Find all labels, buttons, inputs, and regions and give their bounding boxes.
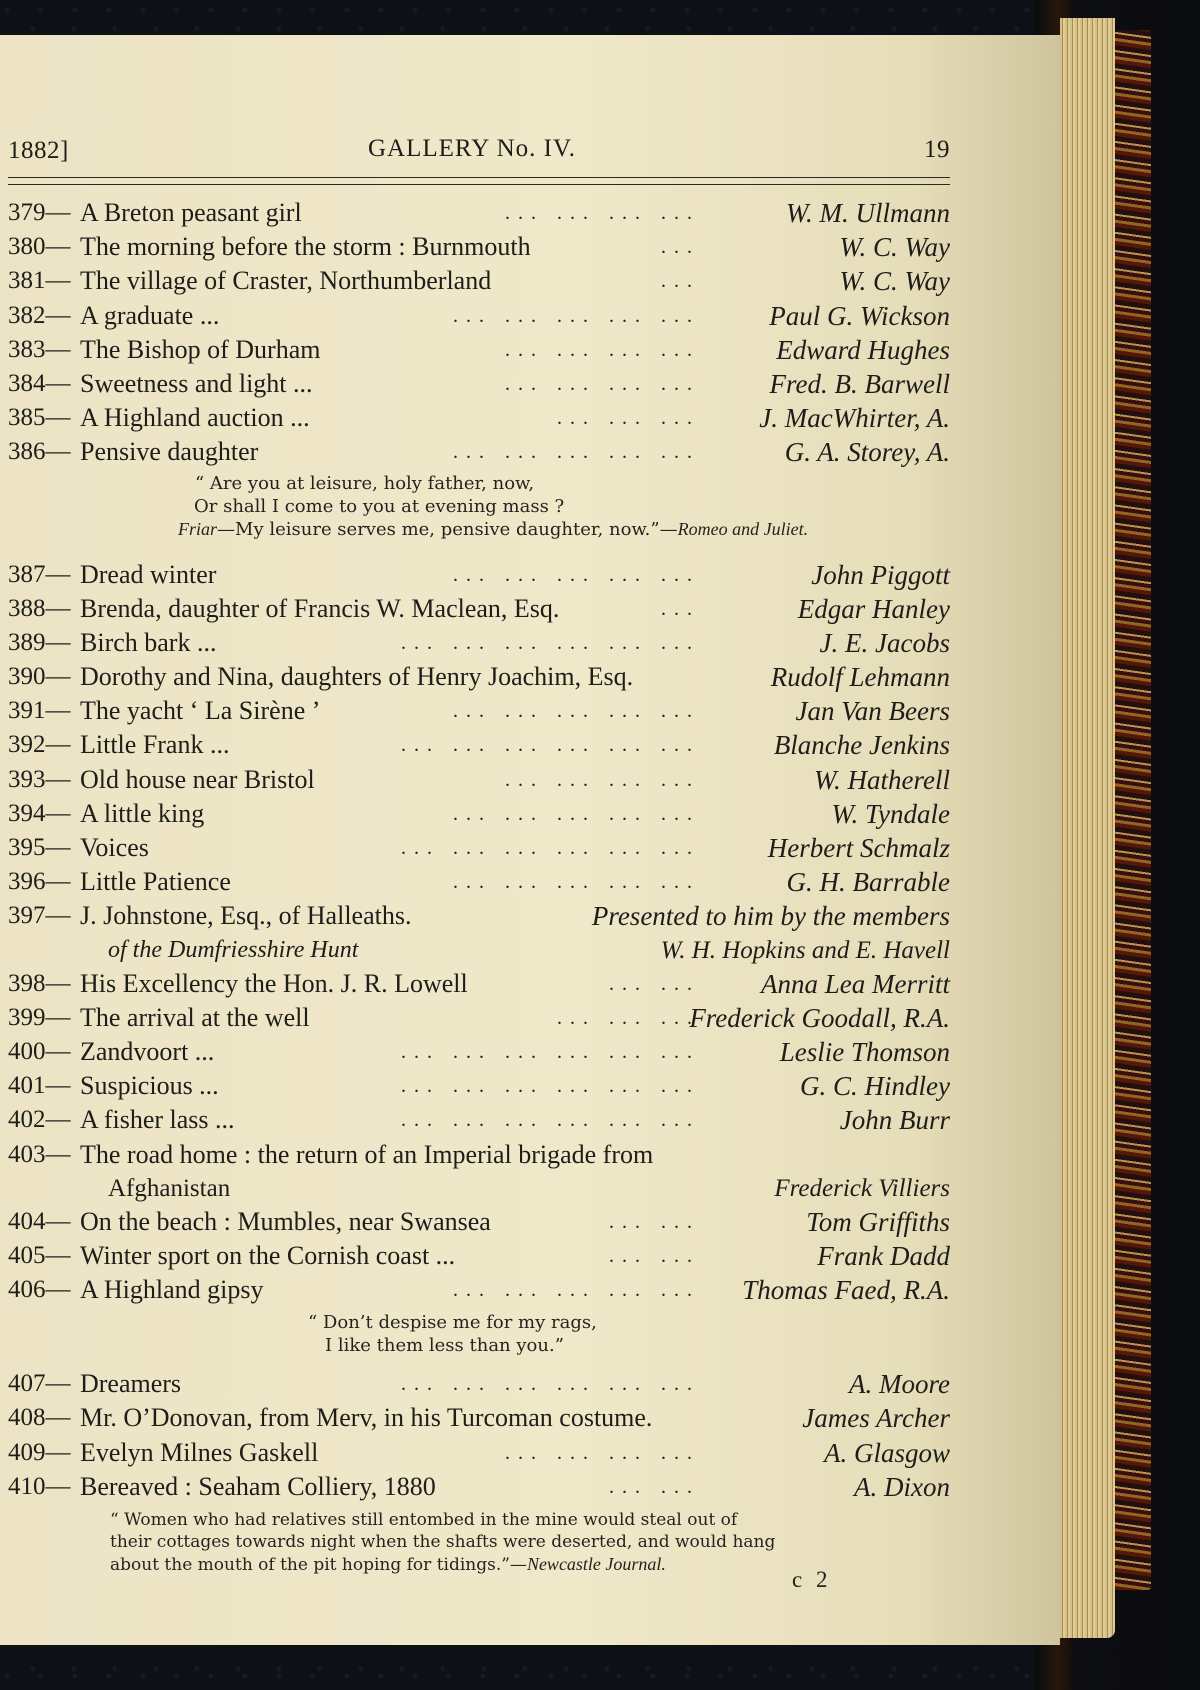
dot-leader: ... (661, 236, 700, 259)
catalogue-entry-386 (8, 435, 950, 469)
catalogue-entry-408 (8, 1401, 950, 1435)
catalogue-page (0, 35, 1060, 1645)
catalogue-entry-400 (8, 1035, 950, 1069)
catalogue-entry-392 (8, 728, 950, 762)
entry-artist: W. C. Way (839, 232, 950, 263)
catalogue-entry-388 (8, 592, 950, 626)
quote-line: “ Are you at leisure, holy father, now, (195, 472, 535, 494)
dot-leader: ... ... ... ... ... (453, 700, 700, 723)
quote-line: I like them less than you.” (325, 1335, 564, 1357)
entry-number: 408— (8, 1404, 71, 1432)
entry-number: 396— (8, 868, 71, 896)
entry-title: Zandvoort ... (80, 1036, 215, 1066)
quote-line: Or shall I come to you at evening mass ? (194, 495, 565, 517)
entry-number: 379— (8, 199, 71, 226)
entry-number: 409— (8, 1438, 71, 1466)
entry-number: 383— (8, 335, 71, 363)
entry-artist: Anna Lea Merritt (761, 968, 950, 999)
dot-leader: ... ... ... ... ... (453, 871, 700, 894)
entry-number: 380— (8, 233, 71, 261)
entry-number: 399— (8, 1003, 71, 1031)
entry-title: Old house near Bristol (80, 764, 315, 794)
catalogue-entry-407 (8, 1367, 950, 1401)
catalogue-entry-398 (8, 967, 950, 1001)
entry-number: 391— (8, 697, 71, 725)
entry-number: 405— (8, 1241, 71, 1269)
dot-leader: ... ... ... ... ... ... (401, 1109, 700, 1132)
entry-title: The village of Craster, Northumberland (80, 266, 492, 296)
entry-number: 400— (8, 1037, 71, 1065)
quote-text: —My leisure serves me, pensive daughter, now.”— (217, 518, 678, 540)
entry-number: 390— (8, 663, 71, 691)
dot-leader: ... ... ... ... ... ... (401, 1075, 700, 1098)
header-rule-top (8, 177, 950, 178)
quote-source: Newcastle Journal. (526, 1554, 666, 1574)
dot-leader: ... ... ... (557, 407, 700, 430)
catalogue-entry-387 (8, 558, 950, 592)
entry-artist: Tom Griffiths (806, 1206, 950, 1237)
catalogue-entry-379 (8, 196, 950, 230)
continuation-title: of the Dumfriesshire Hunt (108, 936, 359, 963)
catalogue-entry-394 (8, 797, 950, 831)
entry-artist: A. Moore (849, 1369, 950, 1400)
quote-line: “ Women who had relatives still entombed in the mine would steal out of (110, 1510, 738, 1530)
dot-leader: ... ... ... ... ... ... (401, 1040, 700, 1063)
catalogue-entry-403 (8, 1138, 950, 1172)
catalogue-entry-399 (8, 1001, 950, 1035)
entry-title: Dread winter (80, 559, 217, 589)
entry-artist: Presented to him by the members (591, 901, 950, 932)
entry-artist: W. M. Ullmann (785, 198, 950, 228)
entry-artist: Edgar Hanley (797, 593, 950, 624)
page-number: 19 (924, 136, 950, 163)
entry-artist: Leslie Thomson (779, 1036, 950, 1067)
entry-number: 382— (8, 301, 71, 329)
entry-number: 386— (8, 438, 71, 466)
continuation-title: Afghanistan (108, 1174, 231, 1202)
entry-title: The road home : the return of an Imperial brigade from (80, 1139, 654, 1169)
entry-artist: Rudolf Lehmann (770, 662, 950, 693)
entry-title: A fisher lass ... (80, 1105, 235, 1135)
page-edge-leaves (1060, 18, 1115, 1638)
catalogue-entry-382 (8, 299, 950, 333)
quote-line: “ Don’t despise me for my rags, (308, 1312, 597, 1334)
header-rule-bottom (8, 184, 950, 185)
entry-title: Pensive daughter (80, 437, 259, 467)
entry-title: The arrival at the well (80, 1002, 310, 1032)
dot-leader: ... ... ... ... ... ... (401, 1373, 700, 1396)
catalogue-entry-390 (8, 660, 950, 694)
dot-leader: ... ... (609, 1210, 700, 1233)
dot-leader: ... ... ... ... ... (453, 304, 700, 327)
dot-leader: ... ... ... ... (505, 338, 700, 361)
entry-title: The morning before the storm : Burnmouth (80, 232, 531, 262)
entry-artist: A. Glasgow (823, 1437, 950, 1468)
dot-leader: ... ... ... ... ... (453, 441, 700, 464)
dot-leader: ... ... (609, 1244, 700, 1267)
entry-number: 387— (8, 560, 71, 588)
entry-title: Dreamers (80, 1369, 182, 1399)
marbled-book-edge (1115, 30, 1151, 1590)
quote-line (178, 518, 950, 541)
catalogue-entry-404 (8, 1205, 950, 1239)
dot-leader: ... ... ... ... ... ... (401, 837, 700, 859)
entry-number: 395— (8, 834, 71, 861)
entry-artist: A. Dixon (854, 1471, 950, 1502)
dot-leader: ... ... ... ... (505, 372, 700, 395)
catalogue-entry-410 (8, 1470, 950, 1504)
entry-artist: Frederick Goodall, R.A. (689, 1002, 950, 1033)
dot-leader: ... ... ... (557, 1006, 700, 1029)
catalogue-entry-406 (8, 1273, 950, 1307)
dot-leader: ... ... (609, 1475, 700, 1498)
entry-number: 389— (8, 628, 71, 656)
catalogue-entry-380 (8, 230, 950, 264)
dot-leader: ... ... ... ... ... ... (401, 631, 700, 654)
entry-number: 401— (8, 1072, 71, 1100)
entry-number: 385— (8, 404, 71, 432)
entry-number: 394— (8, 799, 71, 827)
dot-leader: ... (661, 270, 700, 293)
entry-title: Little Frank ... (80, 730, 230, 760)
entry-artist: Edward Hughes (776, 334, 950, 365)
entry-title: A Breton peasant girl (80, 198, 302, 227)
entry-number: 393— (8, 765, 71, 793)
entry-number: 392— (8, 731, 71, 759)
entry-artist: Frank Dadd (817, 1240, 950, 1271)
entry-number: 407— (8, 1370, 71, 1398)
entry-number: 398— (8, 969, 71, 997)
entry-title: On the beach : Mumbles, near Swansea (80, 1206, 491, 1236)
entry-artist: Blanche Jenkins (773, 730, 950, 761)
entry-title: Dorothy and Nina, daughters of Henry Joachim, Esq. (80, 662, 634, 692)
dot-leader: ... ... (609, 972, 700, 995)
quote-source: Romeo and Juliet. (677, 518, 809, 539)
catalogue-entry-385 (8, 401, 950, 435)
entry-number: 397— (8, 902, 71, 930)
catalogue-entry-395 (8, 831, 950, 865)
entry-artist: Jan Van Beers (795, 696, 950, 727)
page-header (8, 132, 950, 174)
signature-mark: c 2 (792, 1567, 832, 1592)
entry-title: A graduate ... (80, 300, 220, 330)
dot-leader: ... ... ... ... (505, 202, 700, 224)
entry-artist: Paul G. Wickson (769, 300, 950, 331)
quote-speaker: Friar (178, 518, 218, 539)
dot-leader: ... (661, 597, 700, 620)
entry-title: Winter sport on the Cornish coast ... (80, 1240, 456, 1270)
entry-title: Suspicious ... (80, 1071, 219, 1101)
dot-leader: ... ... ... ... ... (453, 563, 700, 586)
entry-artist: J. MacWhirter, A. (759, 403, 950, 434)
gallery-title: GALLERY No. IV. (368, 135, 577, 162)
entry-title: Brenda, daughter of Francis W. Maclean, Esq. (80, 593, 560, 623)
quote-line: their cottages towards night when the shafts were deserted, and would hang (110, 1532, 776, 1552)
entry-number: 406— (8, 1276, 71, 1304)
catalogue-entry-384 (8, 367, 950, 401)
entry-artist: G. C. Hindley (800, 1071, 950, 1102)
entry-number: 388— (8, 594, 71, 622)
entry-number: 403— (8, 1140, 71, 1168)
catalogue-entry-393 (8, 763, 950, 797)
dot-leader: ... ... ... ... ... (453, 802, 700, 825)
catalogue-entry-401 (8, 1069, 950, 1103)
entry-artist: J. E. Jacobs (819, 627, 950, 658)
entry-number: 404— (8, 1207, 71, 1235)
catalogue-entry-383 (8, 333, 950, 367)
continuation-artist: W. H. Hopkins and E. Havell (660, 936, 950, 964)
header-year: 1882] (8, 137, 69, 164)
catalogue-entry-389 (8, 626, 950, 660)
entry-artist: John Burr (839, 1105, 950, 1136)
catalogue-entry-396 (8, 865, 950, 899)
catalogue-entry-405 (8, 1239, 950, 1273)
entry-artist: James Archer (802, 1403, 950, 1434)
romeo-and-juliet-quote (8, 470, 950, 558)
catalogue-entries (8, 196, 950, 1589)
catalogue-entry-381 (8, 264, 950, 298)
entry-title: J. Johnstone, Esq., of Halleaths. (80, 901, 412, 931)
entry-number: 381— (8, 267, 71, 295)
entry-title: Little Patience (80, 867, 231, 897)
entry-title: The Bishop of Durham (80, 334, 321, 364)
continuation-artist: Frederick Villiers (774, 1174, 950, 1202)
catalogue-entry-409 (8, 1436, 950, 1470)
entry-artist: Thomas Faed, R.A. (742, 1275, 950, 1306)
catalogue-entry-391 (8, 694, 950, 728)
entry-artist: John Piggott (811, 559, 950, 590)
entry-title: His Excellency the Hon. J. R. Lowell (80, 968, 468, 998)
quote-text: about the mouth of the pit hoping for tidings.”— (110, 1555, 527, 1575)
dot-leader: ... ... ... ... (505, 1441, 700, 1464)
dot-leader: ... ... ... ... ... ... (401, 734, 700, 757)
entry-397-continuation (8, 934, 950, 967)
entry-number: 384— (8, 369, 71, 397)
entry-title: Sweetness and light ... (80, 368, 313, 398)
catalogue-entry-397 (8, 899, 950, 933)
entry-title: A Highland gipsy (80, 1275, 264, 1305)
entry-title: Evelyn Milnes Gaskell (80, 1437, 319, 1467)
dot-leader: ... ... ... ... (505, 768, 700, 791)
entry-artist: G. H. Barrable (786, 867, 950, 898)
entry-title: Birch bark ... (80, 627, 217, 657)
entry-artist: G. A. Storey, A. (784, 437, 950, 468)
entry-number: 402— (8, 1106, 71, 1134)
entry-number: 410— (8, 1472, 71, 1500)
dot-leader: ... ... ... ... ... (453, 1279, 700, 1302)
entry-title: Bereaved : Seaham Colliery, 1880 (80, 1471, 436, 1501)
catalogue-entry-402 (8, 1103, 950, 1137)
entry-title: A Highland auction ... (80, 403, 310, 433)
entry-artist: W. Tyndale (831, 798, 950, 829)
entry-artist: Herbert Schmalz (767, 833, 950, 863)
entry-title: A little king (80, 798, 205, 828)
highland-gipsy-quote (8, 1307, 950, 1367)
entry-title: The yacht ‘ La Sirène ’ (80, 696, 321, 726)
entry-artist: Fred. B. Barwell (769, 368, 950, 399)
entry-artist: W. C. Way (839, 266, 950, 297)
entry-title: Voices (80, 833, 149, 862)
entry-title: Mr. O’Donovan, from Merv, in his Turcoman costume. (80, 1403, 653, 1433)
entry-artist: W. Hatherell (814, 764, 950, 795)
entry-403-continuation (8, 1172, 950, 1205)
